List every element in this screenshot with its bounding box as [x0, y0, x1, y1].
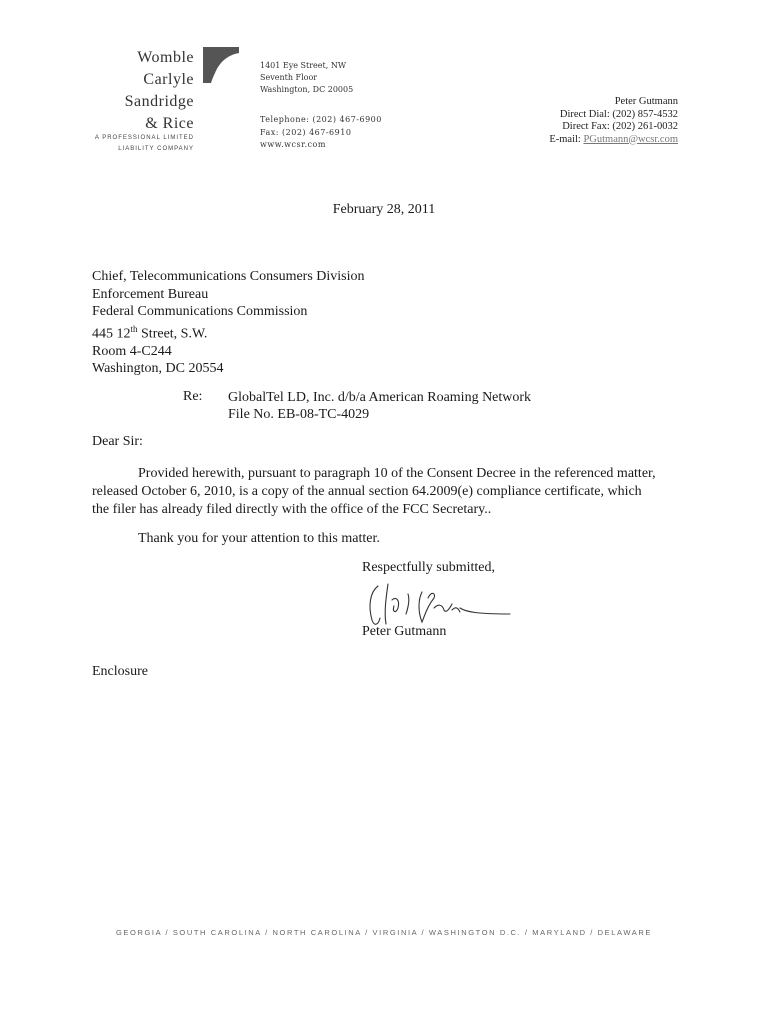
re-line-2: File No. EB-08-TC-4029 [228, 407, 370, 422]
firm-descriptor-line-1: A PROFESSIONAL LIMITED [94, 135, 194, 141]
re-subject [228, 389, 531, 423]
firm-name-line-2: Carlyle [143, 71, 194, 88]
address-line-1: 1401 Eye Street, NW [260, 61, 347, 70]
sender-contact [549, 96, 678, 146]
firm-telephone: Telephone: (202) 467-6900 [260, 115, 382, 124]
letter-date: February 28, 2011 [332, 202, 436, 217]
recipient-address [92, 268, 365, 378]
recipient-line-2: Enforcement Bureau [92, 286, 209, 302]
enclosure-note: Enclosure [92, 664, 148, 679]
recipient-line-4 [92, 321, 365, 343]
signer-name: Peter Gutmann [362, 624, 447, 639]
recipient-line-5: Room 4-C244 [92, 343, 172, 359]
thanks-line: Thank you for your attention to this matter. [138, 531, 380, 546]
address-line-2: Seventh Floor [260, 73, 318, 82]
firm-address [260, 60, 353, 96]
firm-contact [260, 114, 382, 152]
sender-name: Peter Gutmann [614, 96, 678, 107]
recipient-line-3: Federal Communications Commission [92, 304, 308, 319]
recipient-line-6: Washington, DC 20554 [92, 361, 224, 377]
salutation: Dear Sir: [92, 434, 143, 449]
address-line-3: Washington, DC 20005 [260, 85, 354, 94]
firm-logo-icon [203, 47, 239, 83]
footer-office-locations: GEORGIA / SOUTH CAROLINA / NORTH CAROLINA / VIRGINIA / WASHINGTON D.C. / MARYLAND / DELAWARE [115, 928, 653, 937]
recipient-street-name: Street, S.W. [137, 326, 208, 342]
sender-direct-fax: Direct Fax: (202) 261-0032 [562, 121, 678, 132]
recipient-line-1: Chief, Telecommunications Consumers Division [92, 269, 365, 284]
re-label: Re: [183, 389, 203, 404]
sender-direct-dial: Direct Dial: (202) 857-4532 [559, 108, 678, 120]
firm-fax: Fax: (202) 467-6910 [260, 127, 352, 137]
re-line-1: GlobalTel LD, Inc. d/b/a American Roaming Network [228, 390, 532, 405]
recipient-street-number: 445 12 [92, 326, 131, 342]
sender-email-link[interactable]: PGutmann@wcsr.com [583, 133, 678, 145]
firm-name-line-4: & Rice [145, 115, 194, 132]
firm-website: www.wcsr.com [260, 140, 326, 149]
closing: Respectfully submitted, [362, 560, 495, 575]
body-paragraph: Provided herewith, pursuant to paragraph 10 of the Consent Decree in the referenced matter, released October 6, 2010, is a copy of the annual section 64.2009(e) compliance certificate, which the filer has already filed directly with the office of the FCC Secretary.. [92, 466, 656, 517]
firm-name-line-3: Sandridge [124, 93, 194, 110]
recipient-street-suffix: th [130, 323, 138, 334]
sender-email-row [549, 134, 678, 147]
firm-name [94, 47, 194, 135]
sender-email-label: E-mail: [549, 133, 584, 145]
firm-descriptor [86, 133, 194, 155]
handwritten-signature [348, 578, 520, 630]
firm-descriptor-line-2: LIABILITY COMPANY [118, 146, 194, 152]
firm-name-line-1: Womble [137, 49, 194, 66]
